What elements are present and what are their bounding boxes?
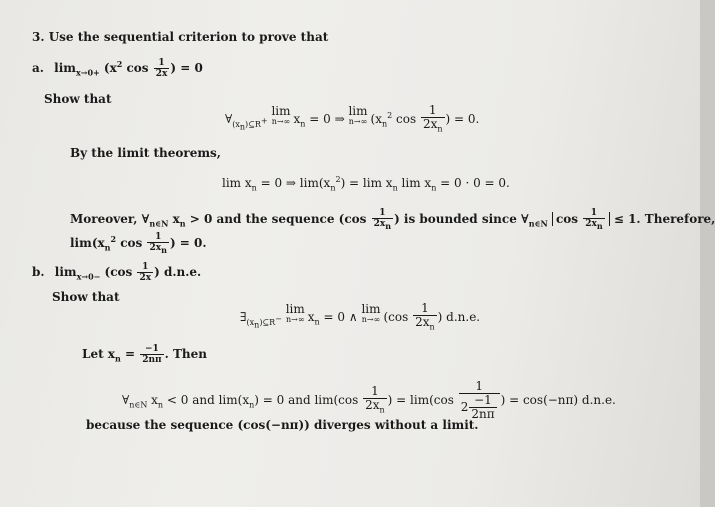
part-b-show-that: [52, 290, 120, 304]
part-b-statement: b. $\lim_{x\to 0-} (\cos$ $\frac{1}{2x}$ ) d.n.e.: [32, 262, 202, 283]
part-b-show-that-text: Show that: [52, 290, 120, 304]
forall-line: $\forall_{n\in N}$ $x_n < 0$ and $\lim(x_n) = 0$ and lim(cos $\frac{1}{2x_n}$ ) = lim(cos 1 2 $\frac{-1}{2n\pi}$ ) = cos(−nπ) d.n.e.: [122, 379, 616, 421]
part-a-show-that: [44, 92, 112, 106]
moreover-line-1: Moreover, $\forall_{n\in N}$ $x_n > 0$ and the sequence (cos $\frac{1}{2x_n}$ ) is bounded since $\forall_{n\in N}$ cos $\frac{1}{2x_n}$ ≤ 1. Therefore,: [70, 208, 715, 231]
by-limit-theorems: [70, 146, 221, 160]
part-a-statement: a. $\lim_{x\to 0+} (x^2$ cos $\frac{1}{2x}$ ) = 0: [32, 58, 203, 79]
moreover-line-2: $\lim(x_n^2$ cos $\frac{1}{2x_n}$ ) = 0.: [70, 232, 207, 255]
part-b-show-that-formula: $\exists_{(x_n)⊆R^-}$ lim n→∞ $x_n = 0$ ∧ lim n→∞ (cos $\frac{1}{2x_n}$ ) d.n.e.: [240, 301, 481, 332]
problem-title-text: 3. Use the sequential criterion to prove that: [32, 30, 329, 44]
by-limit-theorems-text: By the limit theorems,: [70, 146, 221, 160]
limit-line: $\lim x_n = 0$ ⇒ $\lim(x_n^2) = \lim x_n$ $\lim x_n = 0 \cdot 0 = 0$.: [222, 175, 510, 193]
part-a-label: a.: [32, 61, 44, 75]
let-line: Let $x_n$ = $\frac{-1}{2n\pi}$ . Then: [82, 344, 207, 365]
part-a-show-that-text: Show that: [44, 92, 112, 106]
part-b-label: b.: [32, 265, 45, 279]
because-line: because the sequence (cos(−nπ)) diverges without a limit.: [86, 418, 479, 432]
problem-title: [32, 30, 328, 44]
part-a-show-that-formula: $\forall_{(x_n)⊆R^+}$ lim n→∞ $x_n = 0$ ⇒ lim n→∞ ($x_n^2$ cos $\frac{1}{2x_n}$ ) = 0.: [225, 103, 480, 134]
